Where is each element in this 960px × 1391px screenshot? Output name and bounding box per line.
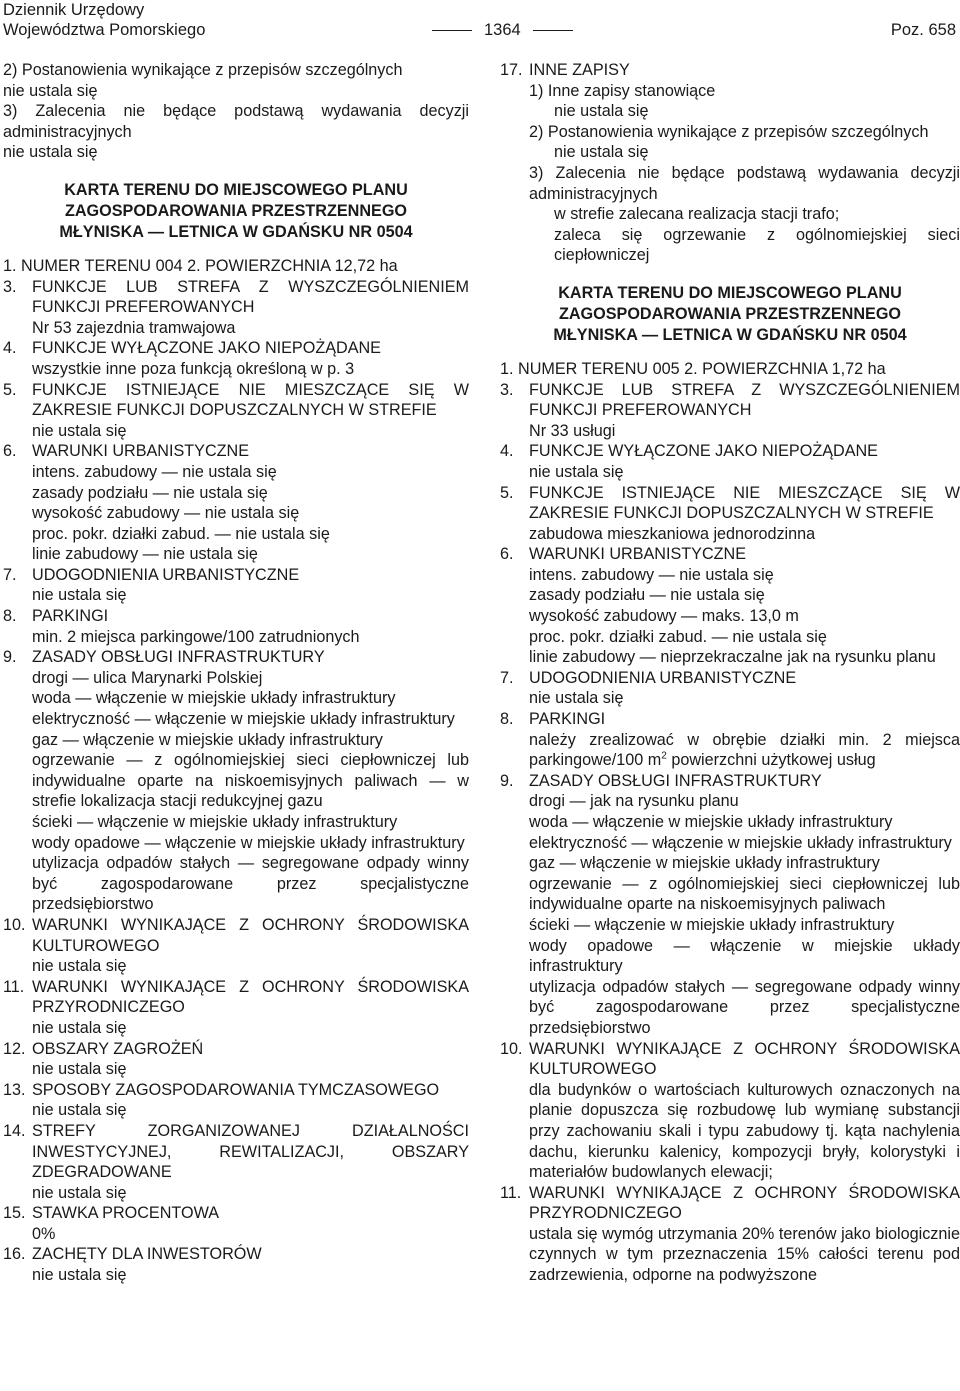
section-content: woda — włączenie w miejskie układy infrastruktury bbox=[32, 689, 396, 708]
section-content: nie ustala się bbox=[32, 586, 127, 605]
section-content: wody opadowe — włączenie w miejskie układy infrastruktury bbox=[529, 936, 960, 976]
section-item bbox=[500, 771, 960, 1039]
subsection-value: zaleca się ogrzewanie z ogólnomiejskiej sieci ciepłowniczej bbox=[554, 225, 960, 265]
section-content: nie ustala się bbox=[32, 421, 127, 440]
section-number: 5. bbox=[3, 380, 17, 399]
page-header bbox=[0, 0, 960, 44]
section-content: 0% bbox=[32, 1224, 56, 1243]
section-item bbox=[3, 1203, 469, 1244]
journal-title: Dziennik Urzędowy bbox=[3, 1, 145, 19]
section-content: elektryczność — włączenie w miejskie układy infrastruktury bbox=[529, 833, 952, 852]
section-item bbox=[3, 915, 469, 977]
section-item bbox=[3, 1244, 469, 1285]
section-content: nie ustala się bbox=[32, 1060, 127, 1079]
left-column bbox=[3, 60, 469, 1286]
section-heading: INNE ZAPISY bbox=[529, 61, 630, 79]
section-number: 11. bbox=[3, 977, 25, 996]
section-content: nie ustala się bbox=[32, 1183, 127, 1202]
section-content: drogi — ulica Marynarki Polskiej bbox=[32, 668, 263, 687]
section-heading: WARUNKI WYNIKAJĄCE Z OCHRONY ŚRODOWISKA KULTUROWEGO bbox=[529, 1039, 960, 1079]
section-number: 8. bbox=[500, 710, 514, 729]
section-number: 10. bbox=[500, 1039, 523, 1058]
section-heading: PARKINGI bbox=[529, 710, 606, 729]
section-item bbox=[500, 380, 960, 442]
section-heading: UDOGODNIENIA URBANISTYCZNE bbox=[529, 668, 797, 687]
section-content: zasady podziału — nie ustala się bbox=[32, 483, 268, 502]
section-content: należy zrealizować w obrębie działki min. 2 miejsca parkingowe/100 $m^2$ powierzchni użytkowej usług bbox=[529, 730, 960, 770]
section-heading: ZASADY OBSŁUGI INFRASTRUKTURY bbox=[529, 771, 822, 790]
section-content: utylizacja odpadów stałych — segregowane odpady winny być zagospodarowane przez specjalistyczne przedsiębiorstwo bbox=[32, 854, 469, 914]
section-number: 5. bbox=[500, 483, 514, 502]
section-item bbox=[3, 277, 469, 339]
section-content: wysokość zabudowy — maks. 13,0 m bbox=[529, 607, 799, 626]
section-heading: UDOGODNIENIA URBANISTYCZNE bbox=[32, 565, 300, 584]
intro-line: nie ustala się bbox=[3, 81, 98, 100]
section-item bbox=[3, 338, 469, 379]
subsection-label: 3) Zalecenia nie będące podstawą wydawania decyzji administracyjnych bbox=[529, 163, 960, 203]
section-number: 9. bbox=[500, 771, 514, 790]
section-number: 13. bbox=[3, 1080, 26, 1099]
section-heading: STREFY ZORGANIZOWANEJ DZIAŁALNOŚCI INWESTYCYJNEJ, REWITALIZACJI, OBSZARY ZDEGRADOWANE bbox=[32, 1121, 469, 1182]
section-number: 11. bbox=[500, 1183, 522, 1202]
section-item bbox=[500, 709, 960, 771]
section-content: linie zabudowy — nieprzekraczalne jak na rysunku planu bbox=[529, 648, 936, 667]
section-content: nie ustala się bbox=[32, 957, 127, 976]
section-number: 6. bbox=[3, 442, 17, 461]
section-heading: WARUNKI WYNIKAJĄCE Z OCHRONY ŚRODOWISKA KULTUROWEGO bbox=[32, 915, 469, 955]
section-content: woda — włączenie w miejskie układy infrastruktury bbox=[529, 813, 893, 831]
spacer bbox=[500, 266, 960, 283]
section-content: Nr 33 usługi bbox=[529, 421, 616, 440]
section-heading: OBSZARY ZAGROŻEŃ bbox=[32, 1039, 204, 1058]
section-content: elektryczność — włączenie w miejskie układy infrastruktury bbox=[32, 710, 455, 729]
subsection-label: 2) Postanowienia wynikające z przepisów szczególnych bbox=[529, 122, 929, 141]
section-content: nie ustala się bbox=[529, 689, 624, 708]
section-content: nie ustala się bbox=[32, 1101, 127, 1120]
card-title: MŁYNISKA — LETNICA W GDAŃSKU NR 0504 bbox=[553, 325, 907, 344]
section-content: intens. zabudowy — nie ustala się bbox=[529, 565, 774, 584]
card-title: ZAGOSPODAROWANIA PRZESTRZENNEGO bbox=[558, 304, 902, 323]
section-content: utylizacja odpadów stałych — segregowane odpady winny być zagospodarowane przez specjalistyczne przedsiębiorstwo bbox=[529, 977, 960, 1037]
card-title: KARTA TERENU DO MIEJSCOWEGO PLANU bbox=[64, 180, 408, 199]
section-content: min. 2 miejsca parkingowe/100 zatrudnionych bbox=[32, 627, 360, 646]
section-content: proc. pokr. działki zabud. — nie ustala się bbox=[32, 524, 330, 543]
section-item bbox=[500, 60, 960, 266]
section-item bbox=[500, 1183, 960, 1286]
section-number: 7. bbox=[500, 668, 514, 687]
area-number-line: 1. NUMER TERENU 005 2. POWIERZCHNIA 1,72 ha bbox=[500, 359, 886, 378]
section-heading: WARUNKI URBANISTYCZNE bbox=[32, 442, 250, 461]
card-title: ZAGOSPODAROWANIA PRZESTRZENNEGO bbox=[64, 201, 408, 220]
section-content: linie zabudowy — nie ustala się bbox=[32, 545, 258, 564]
section-number: 10. bbox=[3, 915, 26, 934]
section-content: gaz — włączenie w miejskie układy infrastruktury bbox=[529, 854, 880, 873]
section-number: 12. bbox=[3, 1039, 26, 1058]
section-item bbox=[3, 441, 469, 565]
section-number: 4. bbox=[500, 442, 514, 461]
section-item bbox=[500, 441, 960, 482]
section-heading: FUNKCJE WYŁĄCZONE JAKO NIEPOŻĄDANE bbox=[32, 339, 381, 358]
section-content: wszystkie inne poza funkcją określoną w p. 3 bbox=[32, 359, 355, 378]
section-heading: PARKINGI bbox=[32, 607, 109, 626]
page-number: 1364 bbox=[420, 20, 585, 40]
journal-region: Województwa Pomorskiego bbox=[3, 21, 206, 39]
subsection-value: nie ustala się bbox=[554, 143, 649, 162]
section-heading: STAWKA PROCENTOWA bbox=[32, 1204, 220, 1223]
section-content: intens. zabudowy — nie ustala się bbox=[32, 462, 277, 481]
section-content: ścieki — włączenie w miejskie układy infrastruktury bbox=[529, 915, 895, 934]
section-item bbox=[3, 606, 469, 647]
section-item bbox=[500, 1039, 960, 1183]
section-heading: SPOSOBY ZAGOSPODAROWANIA TYMCZASOWEGO bbox=[32, 1080, 440, 1099]
section-content: nie ustala się bbox=[32, 1018, 127, 1037]
subsection-label: 1) Inne zapisy stanowiące bbox=[529, 81, 716, 100]
card-title: MŁYNISKA — LETNICA W GDAŃSKU NR 0504 bbox=[59, 222, 413, 241]
section-item bbox=[3, 977, 469, 1039]
card-title: KARTA TERENU DO MIEJSCOWEGO PLANU bbox=[558, 283, 902, 302]
spacer bbox=[3, 243, 469, 256]
section-heading: FUNKCJE LUB STREFA Z WYSZCZEGÓLNIENIEM FUNKCJI PREFEROWANYCH bbox=[32, 277, 469, 317]
section-number: 6. bbox=[500, 545, 514, 564]
section-number: 7. bbox=[3, 565, 17, 584]
section-content: dla budynków o wartościach kulturowych oznaczonych na planie dopuszcza się rozbudowę lub wymianę substancji przy zachowaniu skali i typu zabudowy tj. kąta nachylenia dachu, kierunku kalenicy, kompozycji bryły, kolorystyki i materiałów budowlanych elewacji; bbox=[529, 1080, 960, 1182]
section-item bbox=[500, 544, 960, 668]
intro-line: 2) Postanowienia wynikające z przepisów szczególnych bbox=[3, 61, 403, 79]
section-heading: FUNKCJE ISTNIEJĄCE NIE MIESZCZĄCE SIĘ W ZAKRESIE FUNKCJI DOPUSZCZALNYCH W STREFIE bbox=[529, 483, 960, 523]
section-content: gaz — włączenie w miejskie układy infrastruktury bbox=[32, 730, 383, 749]
section-content: nie ustala się bbox=[32, 1266, 127, 1285]
spacer bbox=[500, 346, 960, 359]
section-item bbox=[3, 1121, 469, 1203]
spacer bbox=[3, 163, 469, 180]
section-heading: ZASADY OBSŁUGI INFRASTRUKTURY bbox=[32, 648, 325, 667]
area-number-line: 1. NUMER TERENU 004 2. POWIERZCHNIA 12,72 ha bbox=[3, 256, 398, 275]
section-item bbox=[500, 668, 960, 709]
section-content: wysokość zabudowy — nie ustala się bbox=[32, 504, 300, 523]
section-number: 3. bbox=[3, 277, 17, 296]
right-column bbox=[500, 60, 960, 1286]
section-content: ogrzewanie — z ogólnomiejskiej sieci ciepłowniczej lub indywidualne oparte na niskoemisyjnych paliwach — w strefie lokalizacja stacji redukcyjnej gazu bbox=[32, 751, 469, 811]
section-heading: WARUNKI WYNIKAJĄCE Z OCHRONY ŚRODOWISKA PRZYRODNICZEGO bbox=[32, 977, 469, 1017]
section-number: 15. bbox=[3, 1204, 26, 1223]
section-heading: ZACHĘTY DLA INWESTORÓW bbox=[32, 1245, 262, 1264]
section-item bbox=[3, 1039, 469, 1080]
section-number: 4. bbox=[3, 339, 17, 358]
section-content: zasady podziału — nie ustala się bbox=[529, 586, 765, 605]
section-item bbox=[3, 647, 469, 915]
section-number: 3. bbox=[500, 380, 514, 399]
section-item bbox=[500, 483, 960, 545]
section-heading: FUNKCJE ISTNIEJĄCE NIE MIESZCZĄCE SIĘ W ZAKRESIE FUNKCJI DOPUSZCZALNYCH W STREFIE bbox=[32, 380, 469, 420]
section-number: 17. bbox=[500, 61, 523, 79]
section-content: ścieki — włączenie w miejskie układy infrastruktury bbox=[32, 813, 398, 831]
section-number: 8. bbox=[3, 607, 17, 626]
section-content: ogrzewanie — z ogólnomiejskiej sieci ciepłowniczej lub indywidualne oparte na niskoemisyjnych paliwach bbox=[529, 874, 960, 914]
section-heading: FUNKCJE WYŁĄCZONE JAKO NIEPOŻĄDANE bbox=[529, 442, 878, 461]
section-content: nie ustala się bbox=[529, 462, 624, 481]
section-item bbox=[3, 565, 469, 606]
section-heading: WARUNKI URBANISTYCZNE bbox=[529, 545, 747, 564]
section-content: proc. pokr. działki zabud. — nie ustala się bbox=[529, 627, 827, 646]
section-number: 14. bbox=[3, 1121, 26, 1140]
section-number: 9. bbox=[3, 648, 17, 667]
section-content: ustala się wymóg utrzymania 20% terenów jako biologicznie czynnych w tym przeznaczenia 15% całości terenu pod zadrzewienia, odporne na podwyższone bbox=[529, 1224, 960, 1285]
section-number: 16. bbox=[3, 1245, 26, 1264]
position-number: Poz. 658 bbox=[890, 21, 956, 39]
superscript: 2 bbox=[661, 750, 667, 762]
section-content: drogi — jak na rysunku planu bbox=[529, 792, 739, 811]
subsection-value: nie ustala się bbox=[554, 102, 649, 121]
section-heading: WARUNKI WYNIKAJĄCE Z OCHRONY ŚRODOWISKA PRZYRODNICZEGO bbox=[529, 1183, 960, 1223]
section-item bbox=[3, 380, 469, 442]
section-item bbox=[3, 1080, 469, 1121]
section-heading: FUNKCJE LUB STREFA Z WYSZCZEGÓLNIENIEM FUNKCJI PREFEROWANYCH bbox=[529, 380, 960, 420]
subsection-value: w strefie zalecana realizacja stacji trafo; bbox=[554, 205, 840, 224]
intro-line: nie ustala się bbox=[3, 143, 98, 162]
section-content: wody opadowe — włączenie w miejskie układy infrastruktury bbox=[32, 833, 465, 852]
intro-line: 3) Zalecenia nie będące podstawą wydawania decyzji administracyjnych bbox=[3, 102, 469, 141]
section-content: zabudowa mieszkaniowa jednorodzinna bbox=[529, 524, 816, 543]
section-content: Nr 53 zajezdnia tramwajowa bbox=[32, 318, 236, 337]
